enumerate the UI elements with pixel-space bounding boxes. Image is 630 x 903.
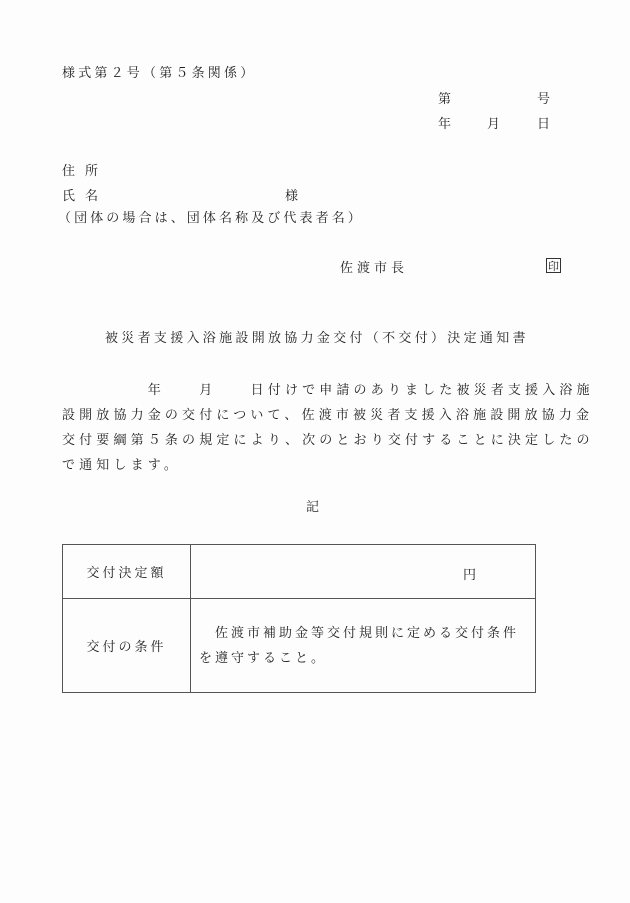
grant-amount-cell	[191, 545, 536, 599]
grant-conditions-cell	[191, 599, 536, 693]
name-label: 氏名	[62, 189, 109, 204]
date-year-label: 年	[438, 117, 455, 132]
document-title: 被災者支援入浴施設開放協力金交付（不交付）決定通知書	[105, 331, 529, 346]
body-line: で通知します。	[62, 458, 182, 473]
form-number: 様式第２号（第５条関係）	[62, 66, 257, 81]
table-row	[63, 599, 536, 693]
grant-conditions-label: 交付の条件	[63, 599, 191, 693]
organization-note: （団体の場合は、団体名称及び代表者名）	[58, 211, 364, 226]
date-month-label: 月	[487, 117, 504, 132]
condition-line: 佐渡市補助金等交付規則に定める交付条件	[199, 625, 520, 641]
grant-details-table	[62, 544, 536, 693]
body-line: 交付要綱第５条の規定により、次のとおり交付することに決定したの	[62, 433, 594, 448]
document-number-prefix: 第	[438, 92, 455, 107]
grant-amount-label: 交付決定額	[63, 545, 191, 599]
body-line: 設開放協力金の交付について、佐渡市被災者支援入浴施設開放協力金	[62, 408, 594, 423]
note-heading: 記	[306, 500, 323, 515]
document-number-suffix: 号	[537, 92, 554, 107]
date-day-label: 日	[537, 117, 554, 132]
issuer-name: 佐渡市長	[340, 261, 409, 276]
seal-icon: 印	[548, 260, 559, 273]
yen-unit: 円	[463, 568, 480, 583]
condition-line: を遵守すること。	[199, 650, 328, 666]
body-line: 年 月 日付けで申請のありました被災者支援入浴施	[62, 383, 594, 398]
body-paragraph	[62, 378, 594, 478]
address-label: 住所	[62, 164, 109, 179]
table-row	[63, 545, 536, 599]
honorific: 様	[285, 189, 302, 204]
